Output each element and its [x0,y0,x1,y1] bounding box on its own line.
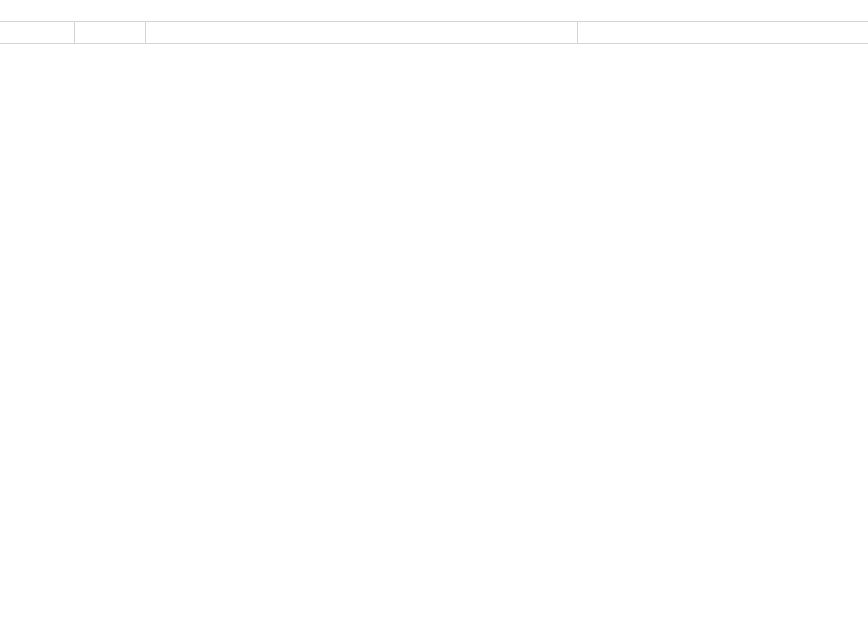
header-notes[interactable] [578,22,868,43]
sheet-title[interactable] [0,0,868,21]
header-date[interactable] [0,22,75,43]
header-progress[interactable] [146,22,578,43]
header-row [0,22,868,44]
title-row [0,0,868,22]
header-duration[interactable] [75,22,146,43]
